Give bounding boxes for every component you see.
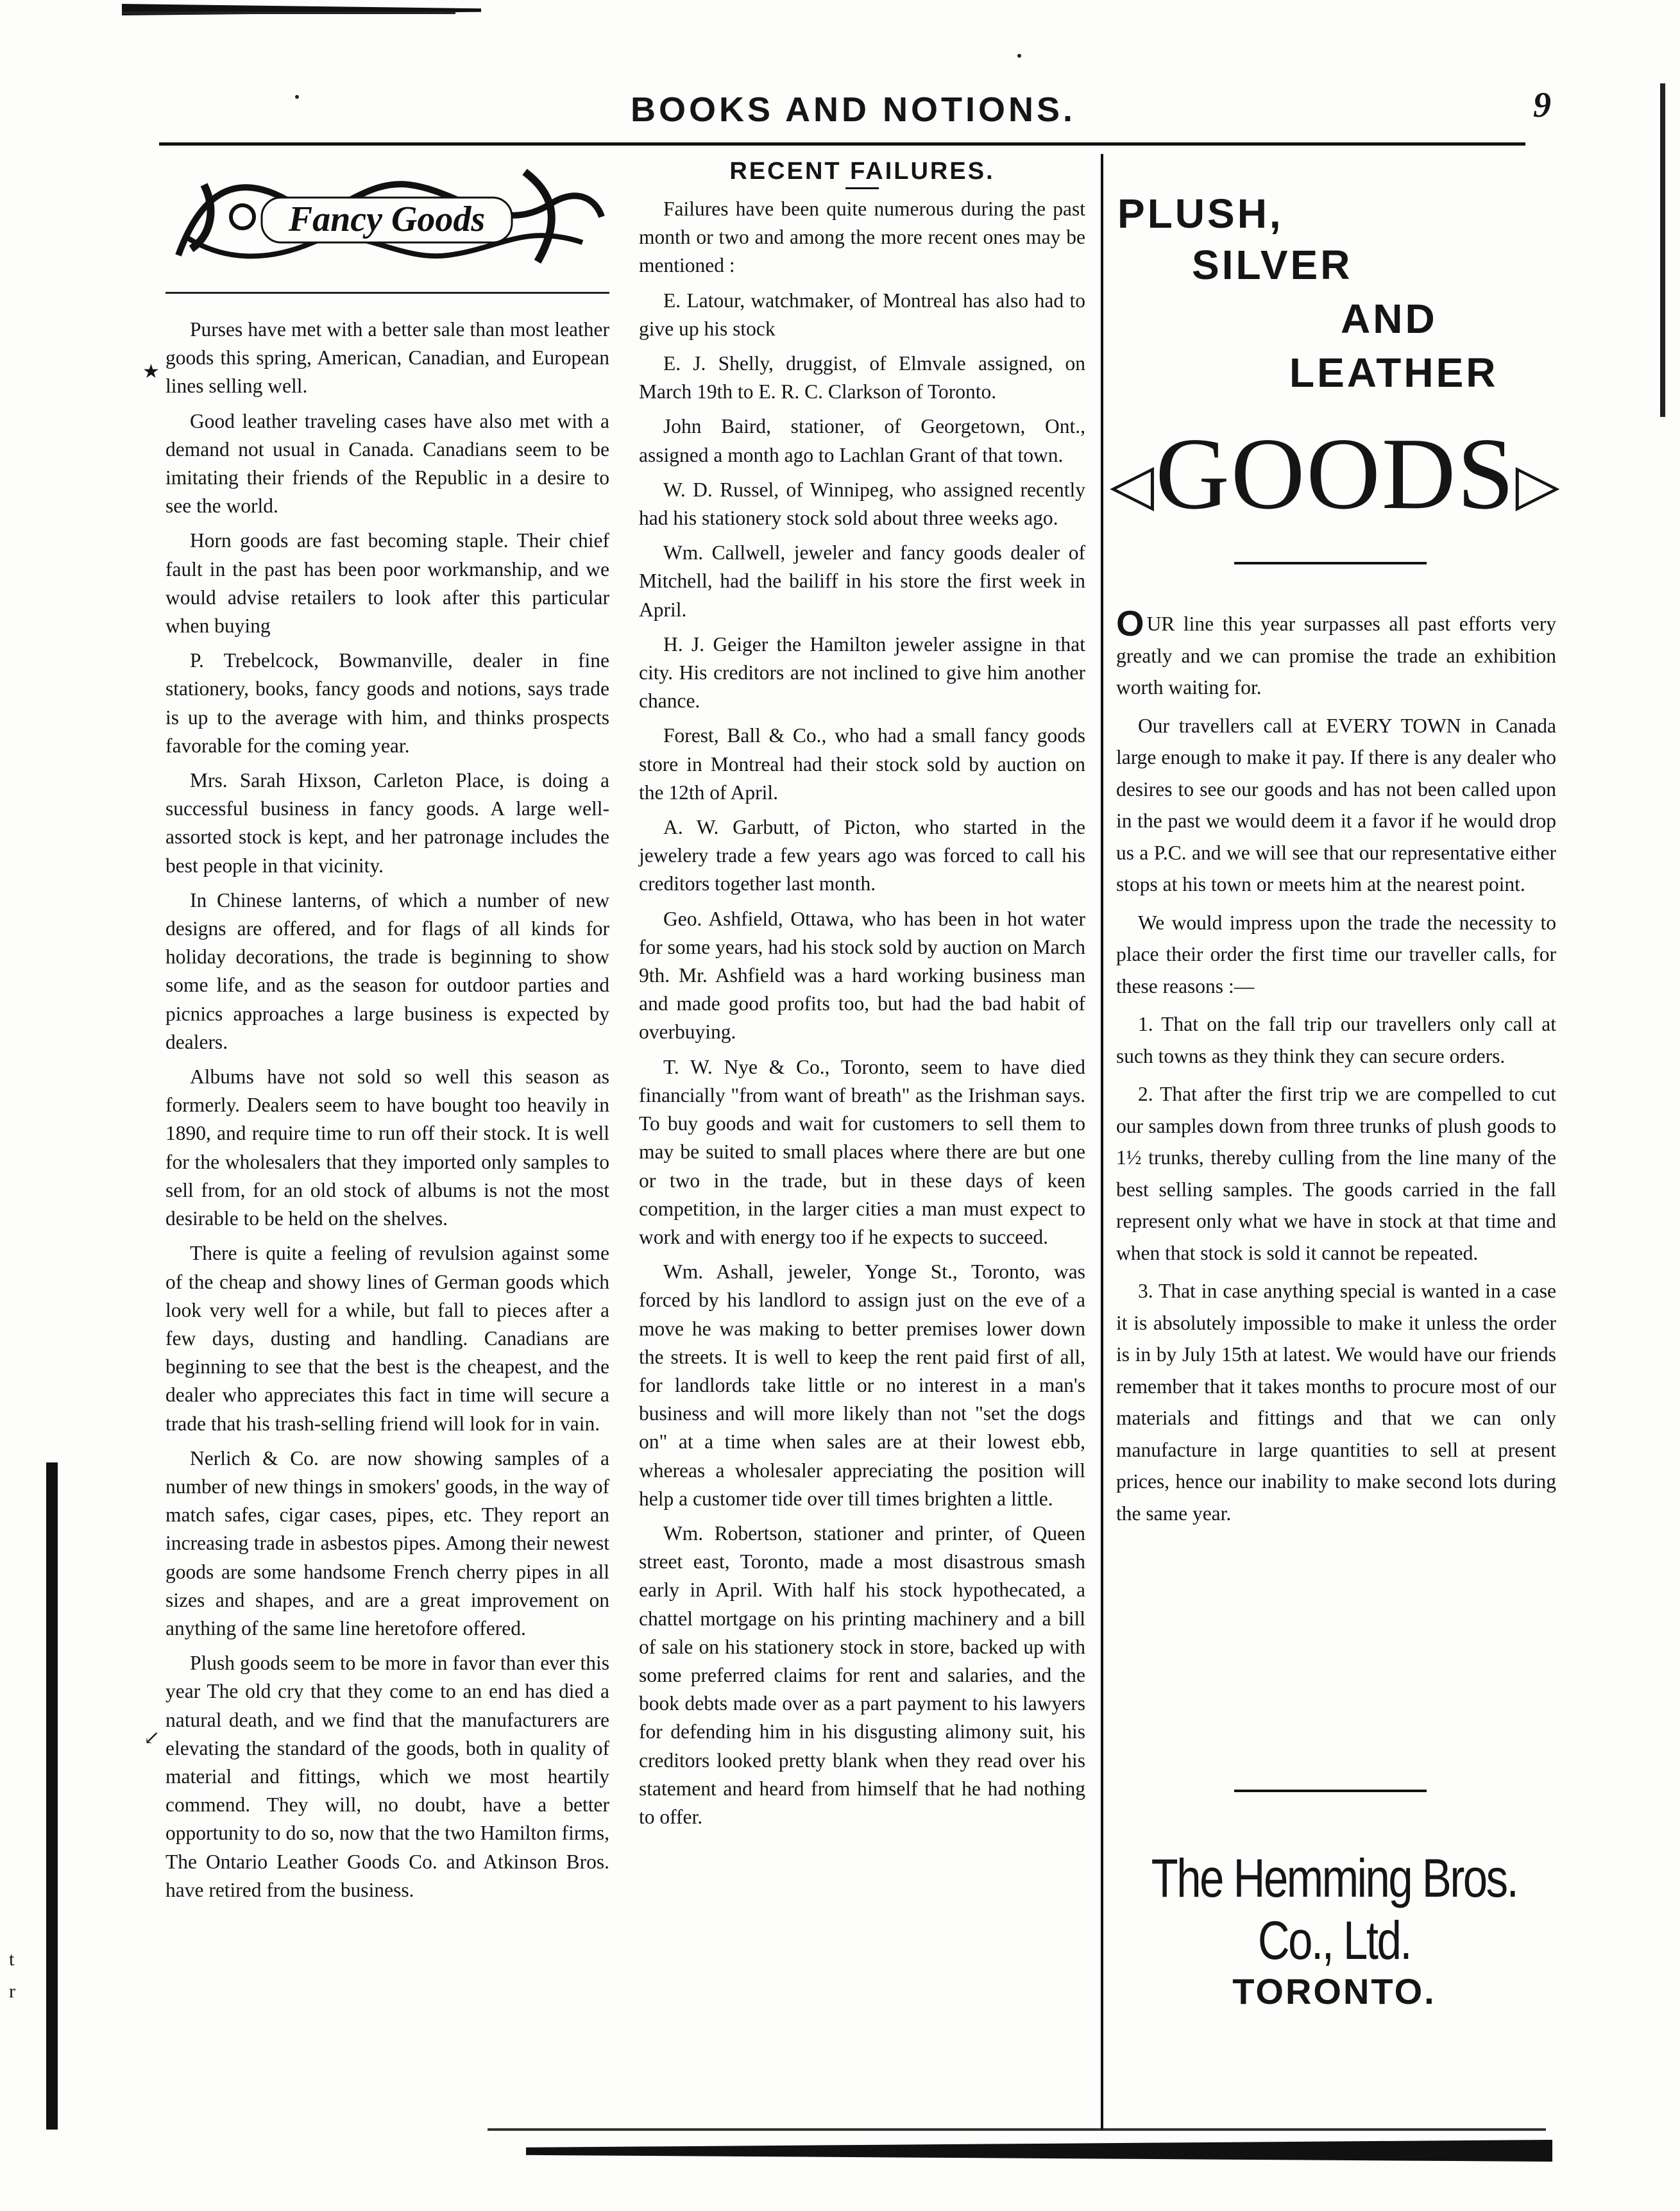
failure-paragraph: John Baird, stationer, of Georgetown, Ont., assigned a month ago to Lachlan Grant of that town.: [639, 415, 1085, 466]
article-paragraph: Horn goods are fast becoming staple. Their chief fault in the past has been poor workmanship, and we would advise retailers to look after this particular when buying: [165, 529, 609, 638]
recent-failures-column: [639, 195, 1085, 1838]
running-head: BOOKS AND NOTIONS.: [630, 90, 1076, 129]
article-paragraph: Nerlich & Co. are now showing samples of a number of new things in smokers' goods, in the way of match safes, cigar cases, pipes, etc. They report an increasing trade in asbestos pipes. Among their newest goods are some handsome French cherry pipes in all sizes and shapes, and are a great improvement on anything of the same line heretofore offered.: [165, 1446, 609, 1639]
failure-paragraph: Failures have been quite numerous during the past month or two and among the more recent ones may be mentioned :: [639, 198, 1085, 277]
article-paragraph: Good leather traveling cases have also met with a demand not usual in Canada. Canadians seem to be imitating their friends of the Republic in a desire to see the world.: [165, 409, 609, 518]
ornament-left-icon: ◁: [1110, 453, 1156, 517]
ornament-right-icon: ▷: [1515, 453, 1561, 517]
scan-speck: [295, 95, 299, 99]
ad-rule-bottom: [1234, 1790, 1427, 1792]
article-paragraph: Mrs. Sarah Hixson, Carleton Place, is doing a successful business in fancy goods. A large well-assorted stock is kept, and her patronage includes the best people in that vicinity.: [165, 769, 609, 877]
ad-heading-and: AND: [1341, 296, 1438, 342]
article-paragraph: Purses have met with a better sale than most leather goods this spring, American, Canadian, and European lines selling well.: [165, 318, 609, 398]
ad-rule-top: [1234, 562, 1427, 564]
scan-speck: [1017, 54, 1021, 58]
ad-paragraph: We would impress upon the trade the necessity to place their order the first time our traveller calls, for these reasons :—: [1116, 911, 1556, 997]
ad-paragraph: 3. That in case anything special is wanted in a case it is absolutely impossible to make it unless the order is in by July 15th at latest. We would have our friends remember that it takes months to procure most of our materials and fittings and that we can only manufacture in large quantities to sell at present prices, hence our inability to make second lots during the same year.: [1116, 1280, 1556, 1525]
margin-letter: r: [9, 1981, 15, 2002]
ad-goods-banner: [1110, 414, 1559, 533]
page-number: 9: [1533, 85, 1551, 125]
scan-edge-bottom-line: [488, 2128, 1546, 2131]
failure-paragraph: E. Latour, watchmaker, of Montreal has also had to give up his stock: [639, 289, 1085, 340]
ad-dropcap: O: [1116, 603, 1144, 643]
ad-intro-paragraph: [1116, 603, 1556, 704]
failure-paragraph: W. D. Russel, of Winnipeg, who assigned recently had his stationery stock sold about three weeks ago.: [639, 478, 1085, 530]
failure-paragraph: Forest, Ball & Co., who had a small fancy goods store in Montreal had their stock sold by auction on the 12th of April.: [639, 724, 1085, 804]
ad-heading-silver: SILVER: [1192, 242, 1353, 288]
fancy-goods-column: [165, 316, 609, 1911]
article-paragraph: Albums have not sold so well this season as formerly. Dealers seem to have bought too heavily in 1890, and require time to run off their stock. It is well for the wholesalers that they imported only samples to sell from, for an old stock of albums is not the most desirable to be held on the shelves.: [165, 1065, 609, 1230]
ad-goods-word: GOODS: [1155, 416, 1516, 530]
failure-paragraph: Wm. Callwell, jeweler and fancy goods dealer of Mitchell, had the bailiff in his store the first week in April.: [639, 541, 1085, 621]
recent-failures-title: RECENT FAILURES.: [729, 158, 995, 185]
article-paragraph: P. Trebelcock, Bowmanville, dealer in fine stationery, books, fancy goods and notions, says trade is up to the average with him, and thinks prospects favorable for the coming year.: [165, 649, 609, 757]
ad-paragraph: 1. That on the fall trip our travellers only call at such towns as they think they can secure orders.: [1116, 1013, 1556, 1067]
ad-company-name: The Hemming Bros. Co., Ltd.: [1151, 1848, 1518, 1970]
header-rule: [159, 142, 1525, 146]
article-paragraph: In Chinese lanterns, of which a number of new designs are offered, and for flags of all kinds for holiday decorations, the trade is beginning to show some life, and as the season for outdoor parties and picnics approaches a large business is expected by dealers.: [165, 888, 609, 1053]
fancy-goods-logo-art: [165, 159, 609, 278]
failure-paragraph: A. W. Garbutt, of Picton, who started in the jewelery trade a few years ago was forced to call his creditors together last month.: [639, 816, 1085, 895]
ad-paragraph: Our travellers call at EVERY TOWN in Canada large enough to make it pay. If there is any dealer who desires to see our goods and has not been called upon in the past we would deem it a favor if he would drop us a P.C. and we will see that our representative either stops at his town or meets him at the nearest point.: [1116, 714, 1556, 895]
scan-edge-top-line: [122, 12, 455, 14]
failure-paragraph: T. W. Nye & Co., Toronto, seem to have died financially "from want of breath" as the Irishman says. To buy goods and wait for customers to sell them to may be suited to small places where there are but one or two in the trade, but in these days of keen competition, in the larger cities a man must expect to work and with energy too if he expects to succeed.: [639, 1055, 1085, 1248]
scan-edge-bottom: [526, 2140, 1552, 2162]
ad-paragraph: 2. That after the first trip we are compelled to cut our samples down from three trunks of plush goods to 1½ trunks, thereby culling from the line many of the best selling samples. The goods carried in the fall represent only what we have in stock at that time and when that stock is sold it cannot be repeated.: [1116, 1083, 1556, 1264]
scan-edge-right: [1660, 83, 1665, 417]
ad-body: [1116, 603, 1556, 1536]
failure-paragraph: E. J. Shelly, druggist, of Elmvale assigned, on March 19th to E. R. C. Clarkson of Toronto.: [639, 352, 1085, 403]
scan-edge-left: [46, 1462, 58, 2130]
column-separator: [1101, 154, 1103, 2130]
failure-paragraph: H. J. Geiger the Hamilton jeweler assigne in that city. His creditors are not inclined to give him another chance.: [639, 632, 1085, 713]
fancy-goods-logo-text: Fancy Goods: [288, 199, 486, 239]
failure-paragraph: Wm. Robertson, stationer and printer, of Queen street east, Toronto, made a most disastrous smash early in April. With half his stock hypothecated, a chattel mortgage on his printing machinery and a bill of sale on his stationery stock in store, backed up with some preferred claims for rent and salaries, and the book debts made over as a part payment to his lawyers for defending him in his disgusting alimony suit, his creditors looked pretty blank when they read over his statement and heard from himself that he had nothing to offer.: [639, 1521, 1085, 1828]
fancy-goods-logo: [165, 159, 609, 278]
article-paragraph: Plush goods seem to be more in favor than ever this year The old cry that they come to an end has died a natural death, and we find that the manufacturers are elevating the standard of the goods, both in quality of material and fittings, which we most heartily commend. They will, no doubt, have a better opportunity to do so, now that the two Hamilton firms, The Ontario Leather Goods Co. and Atkinson Bros. have retired from the business.: [165, 1652, 609, 1901]
failure-paragraph: Wm. Ashall, jeweler, Yonge St., Toronto, was forced by his landlord to assign just on the eve of a move he was making to better premises lower down the streets. It is well to keep the rent paid first of all, for landlords take little or no interest in a man's business and will more likely than not "set the dogs on" at a time when sales are at their lowest ebb, whereas a wholesaler appreciating the position will help a customer tide over till times brighten a little.: [639, 1260, 1085, 1510]
margin-arrow-mark: ↙: [144, 1727, 160, 1749]
failure-paragraph: Geo. Ashfield, Ottawa, who has been in hot water for some years, had his stock sold by auction on March 9th. Mr. Ashfield was a hard working business man and made good profits too, but had the bad habit of overbuying.: [639, 907, 1085, 1044]
ad-heading-plush: PLUSH,: [1117, 191, 1284, 237]
ad-heading-leather: LEATHER: [1289, 350, 1498, 396]
ad-city: TORONTO.: [1232, 1971, 1436, 2012]
margin-letter: t: [9, 1949, 15, 1970]
ad-intro-text: UR line this year surpasses all past efforts very greatly and we can promise the trade an exhibition worth waiting for.: [1116, 613, 1556, 699]
recent-failures-rule: [845, 187, 879, 189]
fancy-goods-rule: [165, 292, 609, 294]
article-paragraph: There is quite a feeling of revulsion against some of the cheap and showy lines of German goods which look very well for a while, but fall to pieces after a few days, dusting and handling. Canadians are beginning to see that the best is the cheapest, and the dealer who appreciates this fact in time will secure a trade that his trash-selling friend will look for in vain.: [165, 1242, 609, 1435]
margin-star-mark: ★: [142, 361, 160, 382]
